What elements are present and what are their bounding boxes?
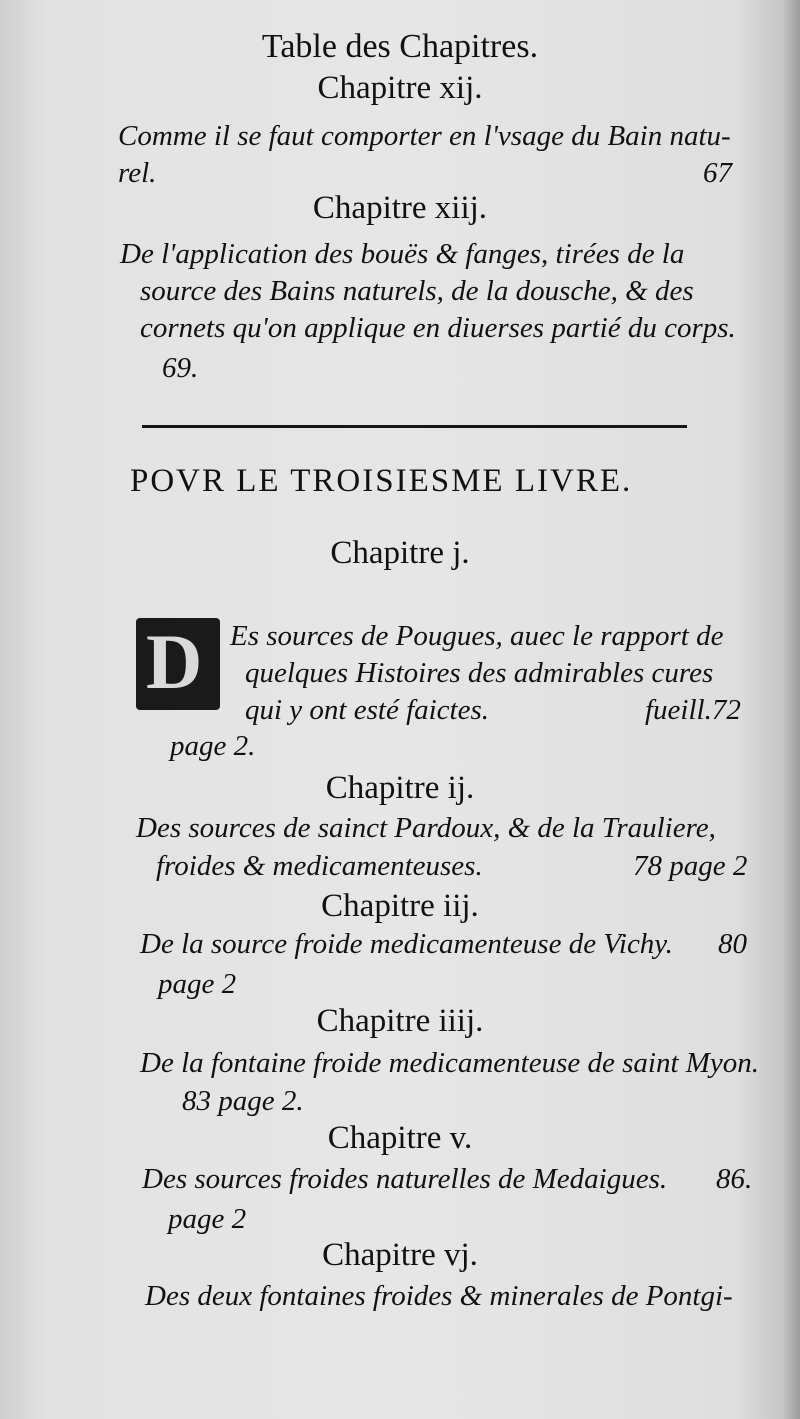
chapter-13-line-1: De l'application des bouës & fanges, tirées de la [120, 238, 685, 270]
chapter-5-title: Chapitre v. [327, 1120, 473, 1156]
chapter-2-line-2: froides & medicamenteuses. [156, 850, 483, 882]
chapter-4-folio: 83 page 2. [182, 1085, 304, 1117]
decorated-initial-d: D [136, 618, 220, 710]
chapter-1-line-2: quelques Histoires des admirables cures [245, 657, 714, 689]
chapter-1-folio: fueill.72 [645, 694, 741, 726]
section-divider [142, 425, 687, 428]
chapter-3-title: Chapitre iij. [321, 888, 479, 924]
chapter-13-line-3: cornets qu'on applique en diuerses partié du corps. [140, 312, 736, 344]
chapter-3-page: page 2 [158, 968, 237, 1000]
chapter-5-line-1: Des sources froides naturelles de Medaigues. [142, 1163, 668, 1195]
chapter-12-folio: 67 [703, 157, 732, 189]
chapter-3-folio: 80 [718, 928, 747, 960]
chapter-2-line-1: Des sources de sainct Pardoux, & de la Trauliere, [136, 812, 716, 844]
running-head: Table des Chapitres. [261, 28, 539, 65]
section-heading: POVR LE TROISIESME LIVRE. [130, 463, 633, 499]
chapter-4-title: Chapitre iiij. [316, 1003, 484, 1039]
chapter-4-line-1: De la fontaine froide medicamenteuse de saint Myon. [140, 1047, 760, 1079]
chapter-6-title: Chapitre vj. [322, 1237, 478, 1273]
chapter-3-line-1: De la source froide medicamenteuse de Vichy. [140, 928, 673, 960]
chapter-2-title: Chapitre ij. [325, 770, 475, 806]
chapter-6-line-1: Des deux fontaines froides & minerales de Pontgi- [145, 1280, 733, 1312]
chapter-1-page: page 2. [170, 730, 256, 762]
chapter-12-line-1: Comme il se faut comporter en l'vsage du Bain natu- [118, 120, 731, 152]
chapter-13-title: Chapitre xiij. [312, 190, 488, 226]
chapter-2-folio: 78 page 2 [633, 850, 748, 882]
chapter-13-line-2: source des Bains naturels, de la dousche, & des [140, 275, 694, 307]
chapter-12-title: Chapitre xij. [317, 70, 483, 106]
chapter-1-line-1: Es sources de Pougues, auec le rapport de [230, 620, 724, 652]
chapter-1-line-3: qui y ont esté faictes. [245, 694, 490, 726]
chapter-12-line-2: rel. [118, 157, 157, 189]
chapter-13-folio: 69. [162, 352, 199, 384]
chapter-1-title: Chapitre j. [330, 535, 470, 571]
chapter-5-folio: 86. [716, 1163, 753, 1195]
chapter-5-page: page 2 [168, 1203, 247, 1235]
